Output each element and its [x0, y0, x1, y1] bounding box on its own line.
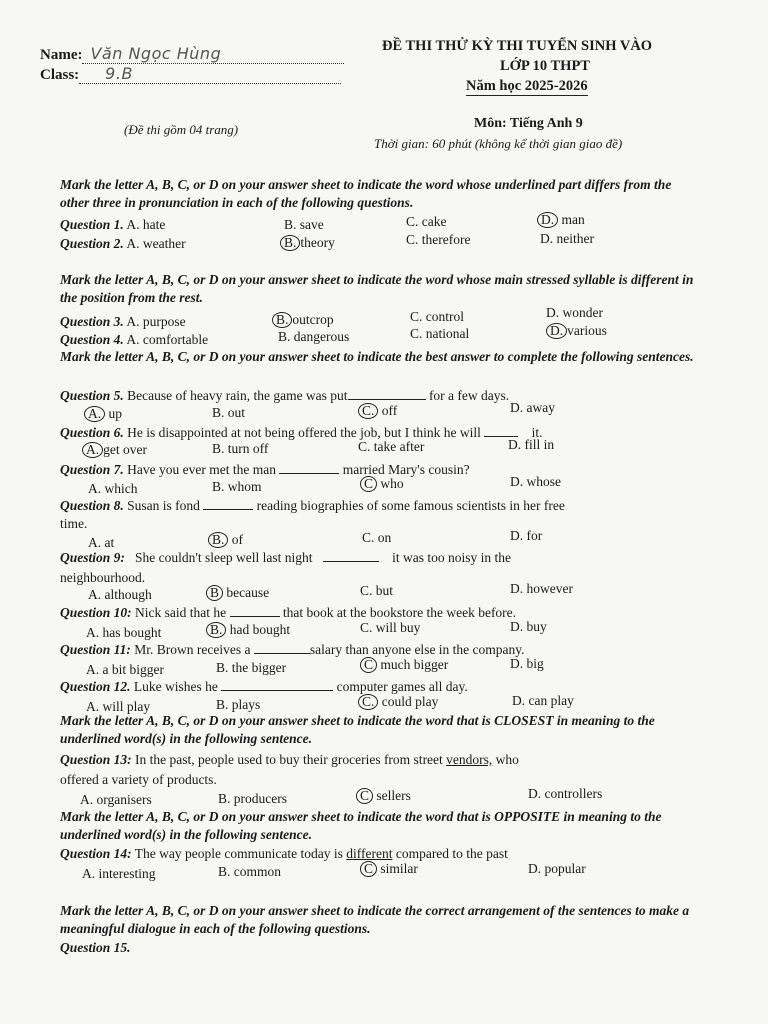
q10-option-b: B. had bought [206, 622, 290, 638]
q8-option-c: C. on [362, 530, 392, 545]
q9-option-b: B because [206, 585, 269, 601]
q5-option-a: A. up [84, 406, 122, 422]
q13-option-a: A. organisers [80, 792, 152, 807]
q10-option-d: D. buy [510, 619, 547, 634]
question-8: Question 8. Susan is fond reading biographies of some famous scientists in her free [60, 498, 565, 513]
answer-blank [221, 690, 333, 691]
answer-circle-mark: A. [84, 406, 105, 422]
q2-option-d: D. neither [540, 231, 594, 246]
q14-option-a: A. interesting [82, 866, 156, 881]
answer-circle-mark: C [356, 788, 373, 804]
answer-circle-mark: A. [82, 442, 103, 458]
answer-blank [348, 399, 426, 400]
q4-option-b: B. dangerous [278, 329, 350, 344]
q9-option-a: A. although [88, 587, 152, 602]
name-label: Name: [40, 47, 83, 63]
q8-option-b: B. of [208, 532, 243, 548]
question-15: Question 15. [60, 940, 131, 955]
q4-option-c: C. national [410, 326, 470, 341]
name-line [40, 44, 344, 64]
q13-option-d: D. controllers [528, 786, 603, 801]
exam-title-1: ĐỀ THI THỬ KỲ THI TUYỂN SINH VÀO [382, 38, 653, 54]
q14-option-b: B. common [218, 864, 281, 879]
class-handwriting: 9.B [105, 64, 133, 83]
subject: Môn: Tiếng Anh 9 [474, 116, 583, 131]
answer-blank [230, 616, 280, 617]
q9-option-d: D. however [510, 581, 573, 596]
answer-circle-mark: B. [280, 235, 300, 251]
q6-option-b: B. turn off [212, 441, 269, 456]
q6-option-c: C. take after [358, 439, 425, 454]
q8-option-a: A. at [88, 535, 115, 550]
question-12: Question 12. Luke wishes he computer games all day. [60, 679, 468, 694]
q11-option-b: B. the bigger [216, 660, 287, 675]
q12-option-b: B. plays [216, 697, 261, 712]
q10-option-a: A. has bought [86, 625, 162, 640]
q3-option-d: D. wonder [546, 305, 603, 320]
underlined-word: vendors, [446, 752, 493, 767]
q1-option-b: B. save [284, 217, 324, 232]
q4-option-d: D. various [546, 323, 607, 339]
q3-option-b: B. outcrop [272, 312, 334, 328]
q9-continuation: neighbourhood. [60, 570, 146, 585]
question-14: Question 14: The way people communicate today is different compared to the past [60, 846, 508, 861]
q8-option-d: D. for [510, 528, 543, 543]
q13-option-b: B. producers [218, 791, 287, 806]
answer-circle-mark: B. [206, 622, 226, 638]
instruction-closest-meaning: Mark the letter A, B, C, or D on your answer sheet to indicate the word that is CLOSEST in meaning to the underlined word(s) in the following sentence. [60, 713, 655, 746]
q1-option-d: D. man [537, 212, 585, 228]
q7-option-d: D. whose [510, 474, 561, 489]
q14-option-d: D. popular [528, 861, 586, 876]
instruction-complete-sentences: Mark the letter A, B, C, or D on your answer sheet to indicate the best answer to complete the following sentences. [60, 349, 694, 364]
q5-option-d: D. away [510, 400, 555, 415]
q2-option-c: C. therefore [406, 232, 471, 247]
answer-circle-mark: D. [537, 212, 558, 228]
q3-option-c: C. control [410, 309, 464, 324]
answer-circle-mark: C. [358, 403, 378, 419]
question-7: Question 7. Have you ever met the man married Mary's cousin? [60, 462, 470, 477]
q11-option-c: C much bigger [360, 657, 448, 673]
name-handwriting: Văn Ngọc Hùng [90, 44, 222, 63]
answer-blank [323, 561, 379, 562]
instruction-dialogue-arrangement: Mark the letter A, B, C, or D on your answer sheet to indicate the correct arrangement of the sentences to make a meaningful dialogue in each of the following questions. [60, 903, 690, 936]
class-line [40, 64, 341, 84]
q12-option-d: D. can play [512, 693, 574, 708]
instruction-opposite-meaning: Mark the letter A, B, C, or D on your answer sheet to indicate the word that is OPPOSITE in meaning to the underlined word(s) in the following sentence. [60, 809, 662, 842]
answer-blank [203, 509, 253, 510]
q10-option-c: C. will buy [360, 620, 421, 635]
answer-circle-mark: C [360, 476, 377, 492]
question-label: Question 1. [60, 217, 124, 232]
q13-option-c: C sellers [356, 788, 411, 804]
answer-circle-mark: C. [358, 694, 378, 710]
q2-option-b: B. theory [280, 235, 335, 251]
answer-circle-mark: D. [546, 323, 567, 339]
question-4: Question 4. A. comfortable [60, 332, 209, 347]
q6-option-a: A. get over [82, 442, 147, 458]
q5-option-b: B. out [212, 405, 246, 420]
question-6: Question 6. He is disappointed at not being offered the job, but I think he will it. [60, 425, 543, 440]
question-3: Question 3. A. purpose [60, 314, 186, 329]
answer-circle-mark: C [360, 861, 377, 877]
exam-title-2: LỚP 10 THPT [500, 58, 590, 74]
class-label: Class: [40, 67, 80, 83]
q14-option-c: C similar [360, 861, 418, 877]
question-9: Question 9: She couldn't sleep well last night it was too noisy in the [60, 550, 512, 565]
q13-continuation: offered a variety of products. [60, 772, 217, 787]
underlined-word: different [346, 846, 393, 861]
q7-option-b: B. whom [212, 479, 262, 494]
question-10: Question 10: Nick said that he that book at the bookstore the week before. [60, 605, 517, 620]
question-13: Question 13: In the past, people used to buy their groceries from street vendors, who [60, 752, 519, 767]
question-2: Question 2. A. weather [60, 236, 186, 251]
instruction-pronunciation: Mark the letter A, B, C, or D on your answer sheet to indicate the word whose underlined part differs from the other three in pronunciation in each of the following questions. [60, 177, 672, 210]
answer-circle-mark: B [206, 585, 223, 601]
exam-time: Thời gian: 60 phút (không kể thời gian giao đề) [374, 136, 623, 151]
question-5: Question 5. Because of heavy rain, the game was put for a few days. [60, 388, 510, 403]
question-1 [60, 217, 165, 233]
q11-option-d: D. big [510, 656, 544, 671]
q6-option-d: D. fill in [508, 437, 555, 452]
answer-blank [254, 653, 310, 654]
q1-option-c: C. cake [406, 214, 447, 229]
q7-option-a: A. which [88, 481, 138, 496]
page-count: (Đề thi gồm 04 trang) [124, 122, 239, 137]
q9-option-c: C. but [360, 583, 394, 598]
q12-option-a: A. will play [86, 699, 151, 714]
name-field [82, 44, 344, 64]
q8-continuation: time. [60, 516, 88, 531]
answer-circle-mark: B. [208, 532, 228, 548]
q12-option-c: C. could play [358, 694, 438, 710]
option-a: A. hate [126, 217, 166, 232]
q11-option-a: A. a bit bigger [86, 662, 164, 677]
answer-blank [279, 473, 339, 474]
class-field [79, 64, 341, 84]
q5-option-c: C. off [358, 403, 397, 419]
answer-circle-mark: C [360, 657, 377, 673]
answer-circle-mark: B. [272, 312, 292, 328]
exam-title-3: Năm học 2025-2026 [466, 78, 588, 94]
instruction-stress: Mark the letter A, B, C, or D on your answer sheet to indicate the word whose main stressed syllable is different in the position from the rest. [60, 272, 694, 305]
q7-option-c: C who [360, 476, 404, 492]
question-11: Question 11: Mr. Brown receives a salary than anyone else in the company. [60, 642, 525, 657]
